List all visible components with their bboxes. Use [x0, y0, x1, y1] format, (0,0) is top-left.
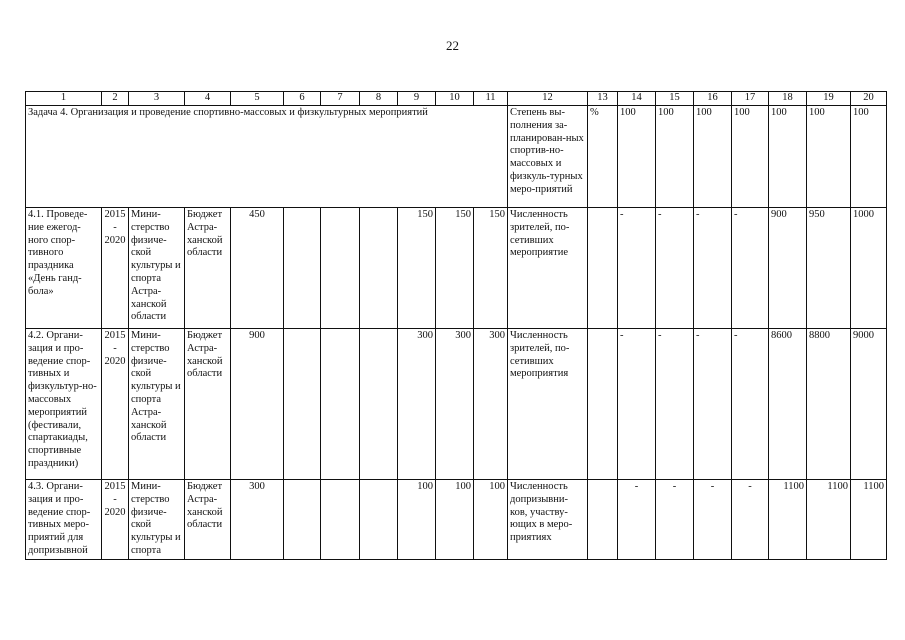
year-amount [284, 329, 321, 480]
header-cell: 7 [321, 92, 360, 106]
indicator-value: 1100 [807, 480, 851, 560]
year-amount: 100 [436, 480, 474, 560]
header-cell: 1 [26, 92, 102, 106]
header-cell: 19 [807, 92, 851, 106]
indicator-value: - [732, 480, 769, 560]
task-value: 100 [807, 106, 851, 208]
funding-source: Бюджет Астра-ханской области [185, 329, 231, 480]
task-indicator: Степень вы-полнения за-планирован-ных спортив-но-массовых и физкуль-турных меро-приятий [508, 106, 588, 208]
indicator-value: 9000 [851, 329, 887, 480]
indicator-value: 900 [769, 208, 807, 329]
unit [588, 208, 618, 329]
header-cell: 6 [284, 92, 321, 106]
year-amount [321, 208, 360, 329]
header-cell: 9 [398, 92, 436, 106]
header-cell: 13 [588, 92, 618, 106]
year-amount: 300 [436, 329, 474, 480]
indicator-value: - [656, 208, 694, 329]
executor: Мини-стерство физиче-ской культуры и спорта [129, 480, 185, 560]
table-row [26, 480, 887, 560]
year-amount: 300 [398, 329, 436, 480]
funding-source: Бюджет Астра-ханской области [185, 208, 231, 329]
year-amount [321, 329, 360, 480]
measure-name: 4.3. Органи-зация и про-ведение спор-тивных меро-приятий для допризывной [26, 480, 102, 560]
unit [588, 329, 618, 480]
task-title: Задача 4. Организация и проведение спортивно-массовых и физкультурных мероприятий [26, 106, 508, 208]
indicator-value: - [732, 208, 769, 329]
year-amount: 300 [474, 329, 508, 480]
total-amount: 300 [231, 480, 284, 560]
year-amount: 150 [398, 208, 436, 329]
indicator: Численность зрителей, по-сетивших мероприятие [508, 208, 588, 329]
table-row [26, 208, 887, 329]
year-amount: 150 [474, 208, 508, 329]
year-amount: 100 [398, 480, 436, 560]
task-value: 100 [694, 106, 732, 208]
program-table [25, 91, 887, 560]
header-cell: 16 [694, 92, 732, 106]
year-amount [360, 480, 398, 560]
indicator-value: - [732, 329, 769, 480]
task-unit: % [588, 106, 618, 208]
header-cell: 18 [769, 92, 807, 106]
year-amount [360, 329, 398, 480]
executor: Мини-стерство физиче-ской культуры и спорта Астра-ханской области [129, 329, 185, 480]
year-amount [321, 480, 360, 560]
period: 2015 - 2020 [102, 208, 129, 329]
header-cell: 4 [185, 92, 231, 106]
period: 2015 - 2020 [102, 329, 129, 480]
page-number: 22 [446, 38, 459, 53]
indicator-value: 1100 [769, 480, 807, 560]
header-cell: 12 [508, 92, 588, 106]
indicator-value: 1100 [851, 480, 887, 560]
indicator-value: - [694, 329, 732, 480]
indicator-value: - [694, 208, 732, 329]
indicator: Численность допризывни-ков, участву-ющих в меро-приятиях [508, 480, 588, 560]
executor: Мини-стерство физиче-ской культуры и спорта Астра-ханской области [129, 208, 185, 329]
header-cell: 10 [436, 92, 474, 106]
unit [588, 480, 618, 560]
header-cell: 15 [656, 92, 694, 106]
header-cell: 11 [474, 92, 508, 106]
header-cell: 3 [129, 92, 185, 106]
indicator-value: 8600 [769, 329, 807, 480]
task-value: 100 [656, 106, 694, 208]
year-amount [360, 208, 398, 329]
measure-name: 4.2. Органи-зация и про-ведение спор-тивных и физкультур-но-массовых мероприятий (фестивали, спартакиады, спортивные праздники) [26, 329, 102, 480]
header-row [26, 92, 887, 106]
year-amount [284, 208, 321, 329]
table-row [26, 329, 887, 480]
task-value: 100 [769, 106, 807, 208]
task-value: 100 [732, 106, 769, 208]
indicator-value: - [618, 208, 656, 329]
period: 2015 - 2020 [102, 480, 129, 560]
indicator-value: - [618, 329, 656, 480]
indicator: Численность зрителей, по-сетивших мероприятия [508, 329, 588, 480]
task-row [26, 106, 887, 208]
indicator-value: 950 [807, 208, 851, 329]
total-amount: 900 [231, 329, 284, 480]
total-amount: 450 [231, 208, 284, 329]
year-amount: 150 [436, 208, 474, 329]
indicator-value: 8800 [807, 329, 851, 480]
header-cell: 5 [231, 92, 284, 106]
funding-source: Бюджет Астра-ханской области [185, 480, 231, 560]
header-cell: 17 [732, 92, 769, 106]
indicator-value: 1000 [851, 208, 887, 329]
header-cell: 2 [102, 92, 129, 106]
indicator-value: - [694, 480, 732, 560]
header-cell: 20 [851, 92, 887, 106]
year-amount [284, 480, 321, 560]
task-value: 100 [851, 106, 887, 208]
indicator-value: - [618, 480, 656, 560]
task-value: 100 [618, 106, 656, 208]
header-cell: 8 [360, 92, 398, 106]
header-cell: 14 [618, 92, 656, 106]
indicator-value: - [656, 329, 694, 480]
year-amount: 100 [474, 480, 508, 560]
measure-name: 4.1. Проведе-ние ежегод-ного спор-тивного праздника «День ганд-бола» [26, 208, 102, 329]
indicator-value: - [656, 480, 694, 560]
